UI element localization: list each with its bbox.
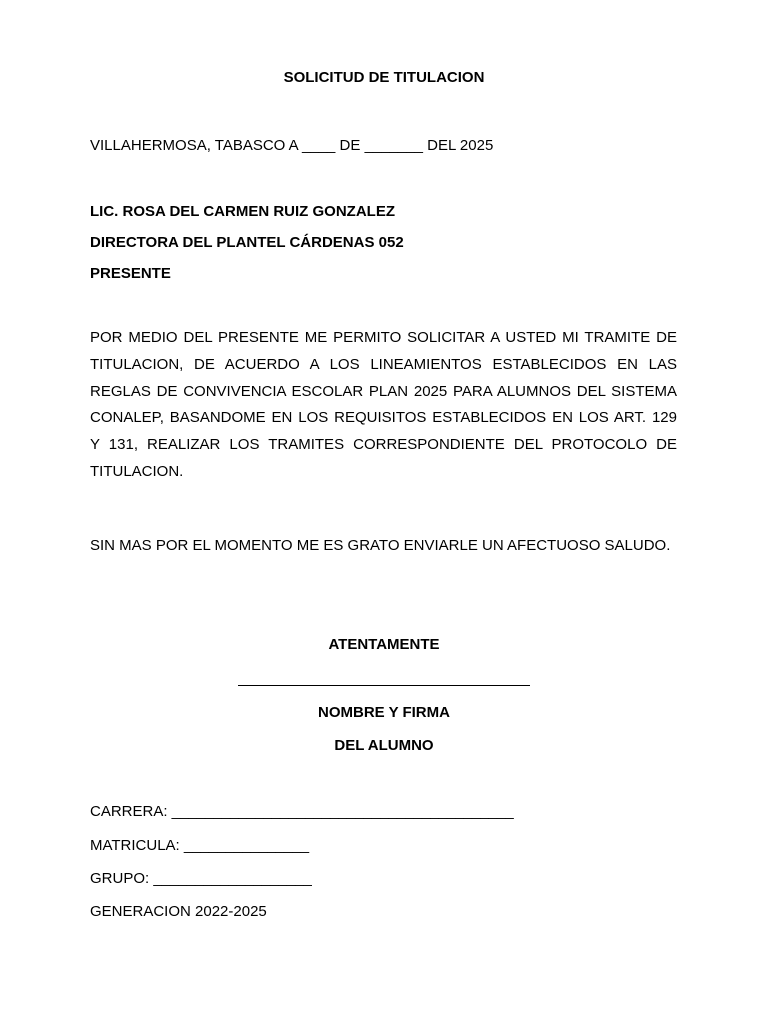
carrera-field: CARRERA: _________________________________________ xyxy=(90,803,514,820)
atentamente-label: ATENTAMENTE xyxy=(328,636,440,653)
body-line: Y 131, REALIZAR LOS TRAMITES CORRESPONDIENTE DEL PROTOCOLO DE xyxy=(90,436,677,454)
grupo-field: GRUPO: ___________________ xyxy=(90,870,312,887)
recipient-presente: PRESENTE xyxy=(90,265,171,282)
signature-label-name: NOMBRE Y FIRMA xyxy=(318,704,450,721)
body-line: CONALEP, BASANDOME EN LOS REQUISITOS ESTABLECIDOS EN LOS ART. 129 xyxy=(90,409,677,427)
signature-line xyxy=(238,685,530,686)
body-line: TITULACION, DE ACUERDO A LOS LINEAMIENTOS ESTABLECIDOS EN LAS xyxy=(90,355,677,373)
generacion-field: GENERACION 2022-2025 xyxy=(90,903,267,920)
recipient-position: DIRECTORA DEL PLANTEL CÁRDENAS 052 xyxy=(90,234,404,251)
closing-line: SIN MAS POR EL MOMENTO ME ES GRATO ENVIARLE UN AFECTUOSO SALUDO. xyxy=(90,537,671,554)
signature-label-student: DEL ALUMNO xyxy=(334,737,434,754)
body-line: TITULACION. xyxy=(90,462,184,480)
body-line: REGLAS DE CONVIVENCIA ESCOLAR PLAN 2025 PARA ALUMNOS DEL SISTEMA xyxy=(90,382,677,400)
body-line: POR MEDIO DEL PRESENTE ME PERMITO SOLICITAR A USTED MI TRAMITE DE xyxy=(90,329,677,346)
recipient-name: LIC. ROSA DEL CARMEN RUIZ GONZALEZ xyxy=(90,203,395,220)
document-title: SOLICITUD DE TITULACION xyxy=(283,69,485,86)
matricula-field: MATRICULA: _______________ xyxy=(90,837,310,854)
body-paragraph xyxy=(90,325,677,486)
place-date-line: VILLAHERMOSA, TABASCO A ____ DE _______ DEL 2025 xyxy=(90,137,494,154)
